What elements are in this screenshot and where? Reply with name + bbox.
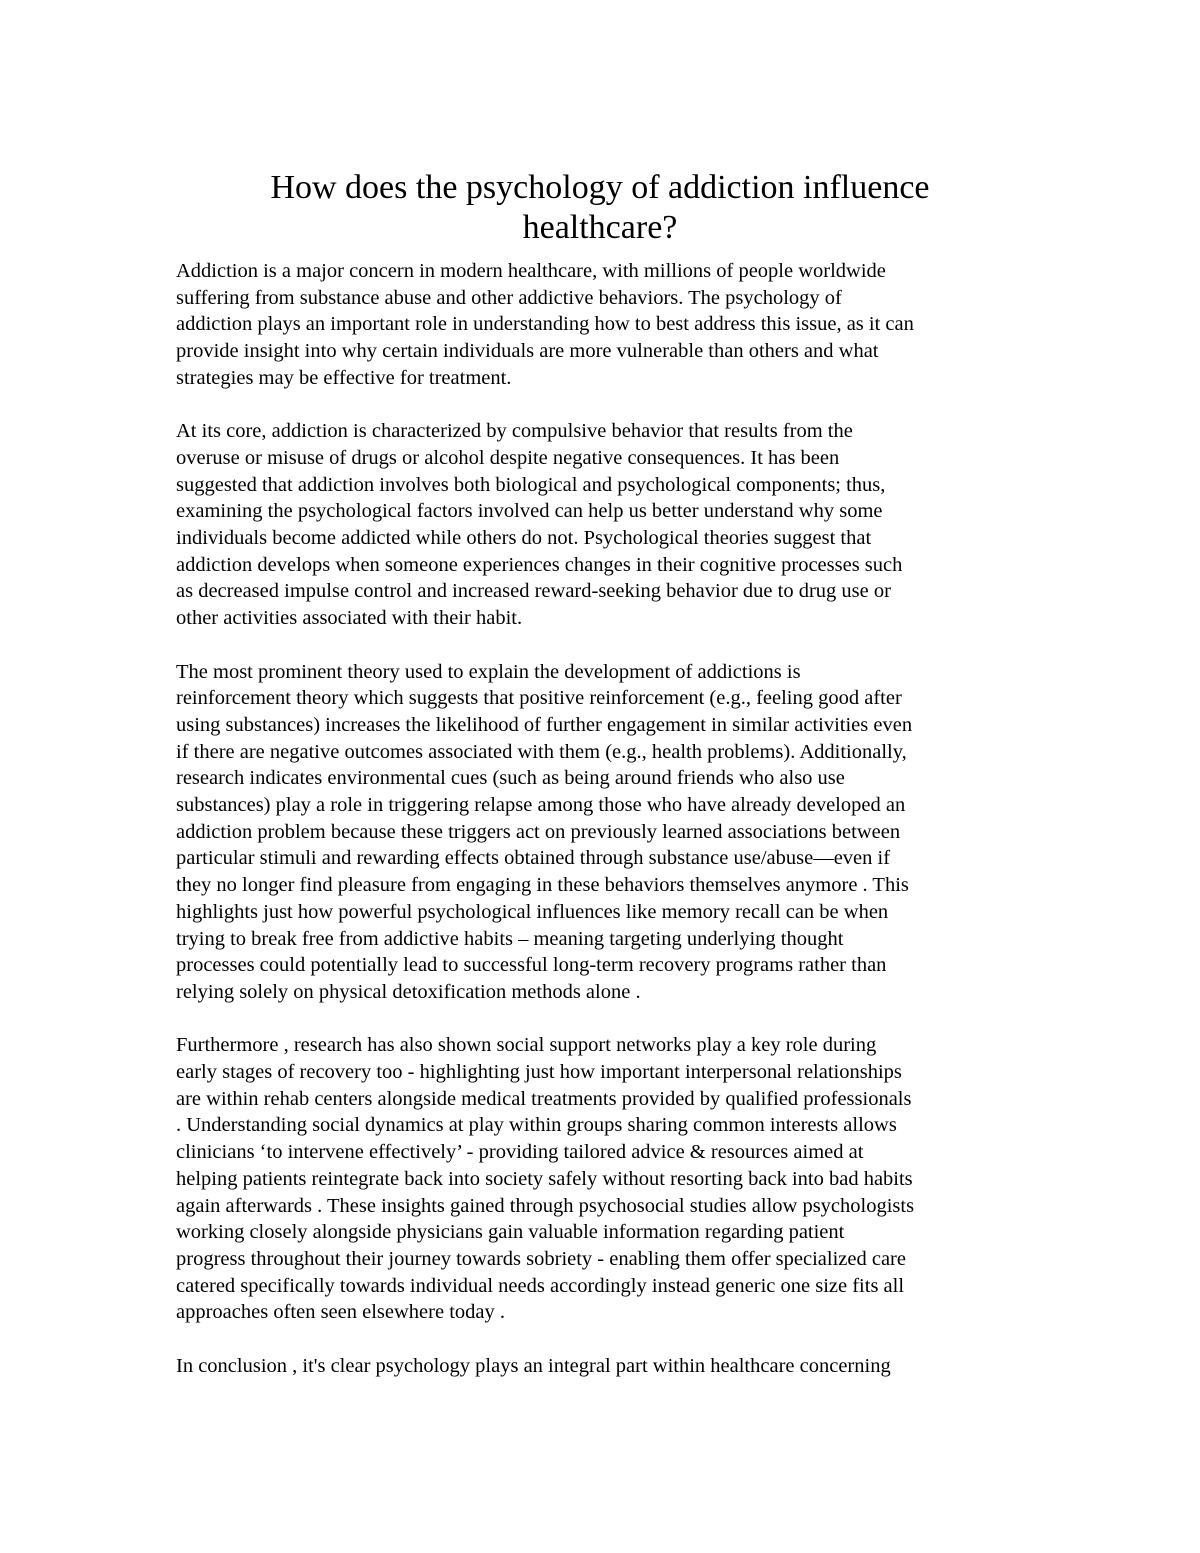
paragraph-intro: Addiction is a major concern in modern healthcare, with millions of people worldwide suffering from substance abuse and other addictive behaviors. The psychology of addiction plays an important role in understanding how to best address this issue, as it can provide insight into why certain individuals are more vulnerable than others and what strategies may be effective for treatment. [176, 260, 914, 389]
paragraph-conclusion: In conclusion , it's clear psychology plays an integral part within healthcare concerning [176, 1354, 891, 1377]
document-title: How does the psychology of addiction influence healthcare? [270, 169, 930, 246]
paragraph-reinforcement-theory: The most prominent theory used to explain the development of addictions is reinforcement theory which suggests that positive reinforcement (e.g., feeling good after using substances) increases the likelihood of further engagement in similar activities even if there are negative outcomes associated with them (e.g., health problems). Additionally, research indicates environmental cues (such as being around friends who also use substances) play a role in triggering relapse among those who have already developed an addiction problem because these triggers act on previously learned associations between particular stimuli and rewarding effects obtained through substance use/abuse—even if they no longer find pleasure from engaging in these behaviors themselves anymore . This highlights just how powerful psychological influences like memory recall can be when trying to break free from addictive habits – meaning targeting underlying thought processes could potentially lead to successful long-term recovery programs rather than relying solely on physical detoxification methods alone . [176, 660, 913, 1003]
document-body [176, 258, 1036, 1406]
paragraph-social-support: Furthermore , research has also shown social support networks play a key role during early stages of recovery too - highlighting just how important interpersonal relationships are within rehab centers alongside medical treatments provided by qualified professionals . Understanding social dynamics at play within groups sharing common interests allows clinicians ‘to intervene effectively’ - providing tailored advice & resources aimed at helping patients reintegrate back into society safely without resorting back into bad habits again afterwards . These insights gained through psychosocial studies allow psychologists working closely alongside physicians gain valuable information regarding patient progress throughout their journey towards sobriety - enabling them offer specialized care catered specifically towards individual needs accordingly instead generic one size fits all approaches often seen elsewhere today . [176, 1034, 915, 1324]
paragraph-core: At its core, addiction is characterized by compulsive behavior that results from the overuse or misuse of drugs or alcohol despite negative consequences. It has been suggested that addiction involves both biological and psychological components; thus, examining the psychological factors involved can help us better understand why some individuals become addicted while others do not. Psychological theories suggest that addiction develops when someone experiences changes in their cognitive processes such as decreased impulse control and increased reward-seeking behavior due to drug use or other activities associated with their habit. [176, 420, 903, 630]
